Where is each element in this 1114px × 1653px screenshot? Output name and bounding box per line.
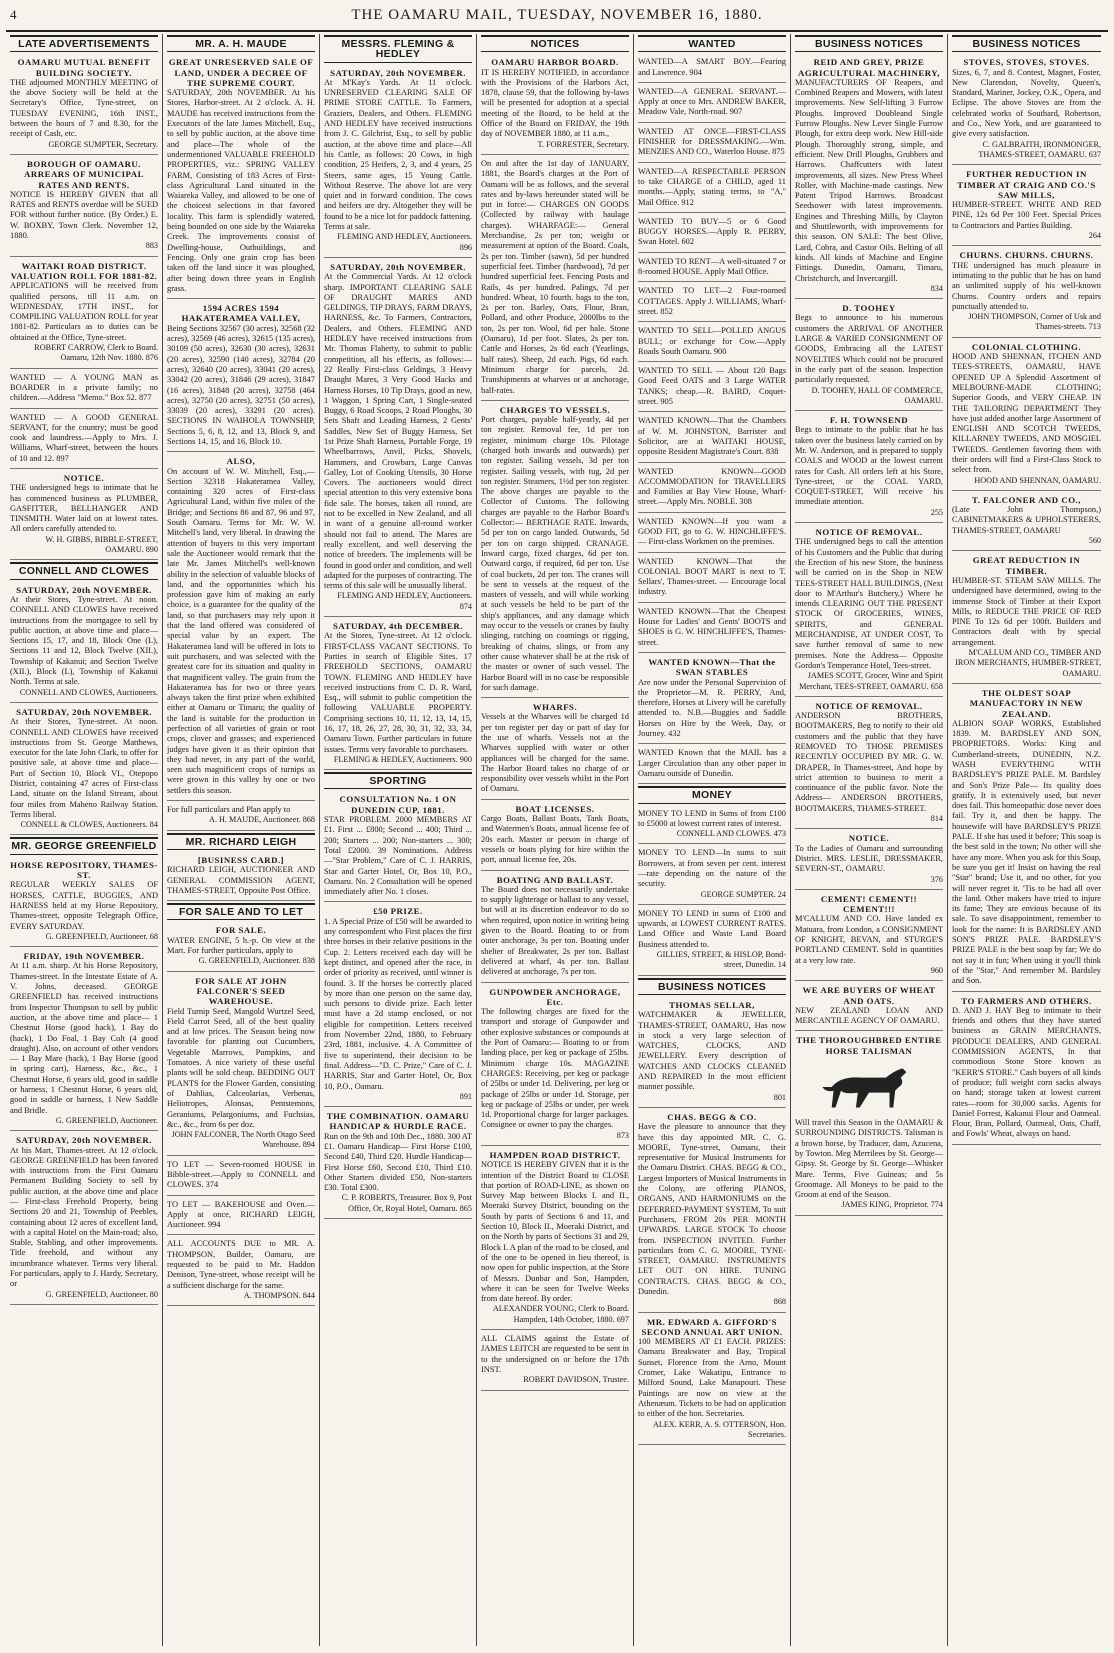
advertisement (638, 324, 786, 362)
column-heading: BUSINESS NOTICES (952, 35, 1101, 52)
ad-body: At M'Kay's Yards. At 11 o'clock. UNRESERVED CLEARING SALE OF PRIME STORE CATTLE. To Farmers, Graziers, Dealers, and Others. FLEMING AND HEDLEY have received instructions from J. C. Gilchrist, Esq., to sell by public auction, at the above time and place—All his Cattle, as follows: 20 Cows, in high condition, 25 Heifers, 2, 3, and 4 years, 25 Steers, same ages, 15 Young Cattle. Without Reserve. The above lot are very quiet and in forward condition. The cows and heifers are dry. Altogether they will be found to be a nice lot for paddock fattening. Terms at sale. (324, 77, 472, 232)
ad-title: GREAT REDUCTION IN TIMBER. (972, 555, 1081, 576)
ad-body: ALBION SOAP WORKS, Established 1839. M. BARDSLEY AND SON, PROPRIETORS. Works: King and Cumberland-streets, DUNEDIN, N.Z. WASH EVERYTHING WITH BARDSLEY'S PRIZE PALE. M. Bardsley and Son's Prize Pale— Its quality does gratify, It is extensively used, but never does fail. This homeopathic dose never does fail. Try it, and then be happy. The housewife will have BARDSLEY'S PRIZE PALE. If she has used it before; This soap is the best sold in the town; No other will she have any more. When you ask for this Soap, be sure you get it! Insist on having the real "Star" brand; Use it, and no other, for you will never regret it. 'Tis to be had all over the land. Other makers have tried to injure its fame; They are envious because of its sale. To save disappointment, remember to look for the name: It is BARDSLEY AND SON'S PRIZE PALE. BARDSLEY'S PRIZE PALE is the best soap by far; We do not say it in fun; When using it you'll think of the "Star," And remember M. Bardsley and Son. (952, 718, 1101, 986)
ad-title: FOR SALE AT JOHN FALCONER'S SEED WAREHOUSE. (195, 975, 287, 1007)
ad-body: Will travel this Season in the OAMARU & SURROUNDING DISTRICTS. Talisman is a brown horse, by Traducer, dam, Azucena, by Towton. Meg Merrilees by St. George—Gipsy. St. George by St. George—Whisker Mare. Terms, Five Guineas; and 5s Groomage. All Moneys to be paid to the Groom at end of the Season. (795, 1118, 943, 1200)
advertisement (10, 411, 158, 469)
ad-title: SATURDAY, 20th NOVEMBER. (16, 1135, 152, 1146)
advertisement (10, 858, 158, 947)
ad-title: SATURDAY, 20th NOVEMBER. (330, 261, 466, 272)
advertisement (167, 454, 315, 801)
advertisement (481, 1148, 629, 1330)
advertisement (10, 583, 158, 703)
ad-body: Are now under the Personal Supervision of the Proprietor—M. R. PERRY, And, therefore, Horses at Livery will be carefully attended to. N.B.—Buggies and Saddle Horses on Hire by the Week, Day, or Journey. 432 (638, 677, 786, 739)
ad-title: FOR SALE. (215, 925, 267, 936)
advertisement (638, 907, 786, 976)
ad-signature: W. H. GIBBS, BIBBLE-STREET, OAMARU. 890 (45, 534, 158, 555)
ad-body: WANTED — A GOOD GENERAL SERVANT, for the country; must be good cook and laundress.—Apply to Mrs. J. Williams, Wharf-street, between the hours of 10 and 12. 897 (10, 412, 158, 463)
ad-signature: 883 (145, 241, 158, 251)
ad-body: D. AND J. HAY Beg to intimate to their friends and others that they have started business as GRAIN MERCHANTS, PRODUCE DEALERS, AND GENERAL COMMISSION AGENTS, In that commodious Stone Store known as "KERR'S STORE." Cash buyers of all kinds of produce; full weight corn sacks always on hand; storage taken at lowest current rates—room for 30,000 sacks. Agents for Daniel Forrest, Kakanui Flour and Oatmeal. Flour, Bran, Pollard, Oatmeal, Oats, Chaff, and Fowls' Wheat, always on hand. (952, 1005, 1101, 1139)
advertisement (324, 619, 472, 770)
ad-body: At the Stores, Tyne-street. At 12 o'clock. FIRST-CLASS VACANT SECTIONS. To Parties in search of Eligible Sites. 17 FREEHOLD SECTIONS, OAMARU TOWN. FLEMING AND HEDLEY have received instructions from C. D. R. Ward, Esq., will submit to public competition the following VALUABLE PROPERTY. Comprising sections 10, 11, 12, 13, 14, 15, 16, 17, 18, 26, 27, 28, 30, 31, 32, 33, 34, Oamaru Town. Further particulars in future issues. Terms very favorable to purchasers. (324, 631, 472, 754)
ad-body: At their Stores, Tyne-street. At noon. CONNELL AND CLOWES have received instructions from St. George Matthews, executor for the late John Clark, to offer for positive sale, at above time and place— Part of Section 10, Block VI., Otepopo District, containing 47 acres of First-class Land, situate on the Island Stream, about four miles from Maheno Railway Station. Terms liberal. (10, 717, 158, 819)
ad-title: CHARGES TO VESSELS. (499, 404, 611, 415)
ad-body: At 11 a.m. sharp. At his Horse Repository, Thames-street. In the Intestate Estate of A. V. Johns, deceased. GEORGE GREENFIELD has received instructions from Inspector Thompson to sell by public auction, at the above time and place— 1 Chestnut Horse (good hack), 1 Bay do (hack), 1 Do Foal, 1 Bay Colt (4 good draught). Also, on account of other vendors— 1 Bay Mare (hack), 1 Bay Horse (good in spring cart), Harness, &c., &c., 1 Chestnut Horse, 6 years old, good in saddle or harness, 1 Chestnut Horse, 6 years old, good in saddle or harness, 1 New Saddle and Bridle. (10, 961, 158, 1115)
ad-body: On account of W. W. Mitchell, Esq.,— Section 32318 Hakateramea Valley, containing 320 acres of First-class Agricultural Land, within five miles of the Bridge; and Sections 86 and 87, 96 and 97, South Oamaru. Terms for Mr. W. W. Mitchell's land, very liberal. In drawing the attention of buyers to this very important sale the Auctioneer would remark that the late Mr. James Mitchell's well-known ability in the selection of valuable blocks of land, and the opportunities which his profession gave him of making an early choice, is a guarantee for the quality of the land, so that purchasers may rely upon it that the land offered was considered of special value by an expert. The Hakateramea land will be offered in lots to suit purchasers, and was selected with the greatest care for its situation and quality in that magnificent valley. The grain from the Hakateramea has for two or three years always taken the first prize when exhibited either at Oamaru or Timaru; the quality of the land is suitable for the production in perfection of all varieties of grain or root crops, clover and grasses; and experienced judges have given it as their opinion that they had never, in any part of the world, seen such magnificent crops of turnips as were grown in this valley by one or two settlers this season. (167, 466, 315, 795)
ad-title: £50 PRIZE. (373, 906, 423, 917)
ad-signature: CONNELL AND CLOWES. 473 (676, 829, 786, 839)
ad-title: NOTICE OF REMOVAL. (815, 700, 923, 711)
advertisement (638, 846, 786, 904)
advertisement (638, 125, 786, 163)
advertisement (167, 1237, 315, 1306)
advertisement (10, 371, 158, 409)
ad-title: THOMAS SELLAR, (669, 999, 755, 1010)
advertisement (481, 1332, 629, 1390)
ad-signature: 560 (1088, 536, 1101, 546)
advertisement (952, 248, 1101, 337)
advertisement (638, 746, 786, 784)
advertisement (952, 493, 1101, 551)
ad-title: BOAT LICENSES. (515, 803, 595, 814)
ad-title: WHARFS. (532, 702, 578, 713)
advertisement (10, 259, 158, 369)
masthead-rule (6, 30, 1108, 32)
ad-body: At the Commercial Yards. At 12 o'clock sharp. IMPORTANT CLEARING SALE OF DRAUGHT MARES AND GELDINGS, TIP DRAYS, FARM DRAYS, HARNESS, &c. To Farmers, Contractors, Dealers, and Others. FLEMING AND HEDLEY have received instructions from Mr. Thomas Flaherty, to submit to public competition, all his effects, as follows:— 22 Really First-class Geldings, 3 Heavy Draught Mares, 3 Very Good Hacks and Harness Horses, 10 Tip Drays, good as new, 1 Waggon, 1 Spring Cart, 1 Single-seated Buggy, 6 Road Scoops, 2 Road Ploughs, 30 Sets Shaft and Leading Harness, 2 Gents' Saddles, New Set of Buggy Harness, Set 1st Prize Shaft Harness, Portable Forge, 19 Wheelbarrows, Anvil, Picks, Shovels, Hammers, and Crowbars, Large Canvas Galley, Lot of Cooking Utensils, 30 Horse Covers. The auctioneers would direct special attention to this very extensive bona fide sale. The horses, taken all round, are not to be excelled in New Zealand, and all in want of a genuine all-round worker should not fail to attend. The Mares are really excellent, and well deserving the notice of breeders. The implements will be found in good order and condition, and well adapted for the purposes of contracting. The terms of this sale will be unusually liberal. (324, 272, 472, 591)
ad-body: MONEY TO LEND in Sums of from £100 to £5000 at lowest current rates of interest. (638, 808, 786, 828)
advertisement (481, 55, 629, 155)
ad-body: THE undersigned has much pleasure in intimating to the public that he has on hand an unlimited supply of his well-known Churns. Country orders and repairs punctually attended to. (952, 260, 1101, 311)
ad-title: SATURDAY, 4th DECEMBER. (333, 621, 463, 632)
ad-body: 100 MEMBERS AT £1 EACH. PRIZES: Oamaru Breakwater and Bay, Tropical Sunset, Florence from the Arno, Mount Cromer, Lake Wakatipu, Entrance to Milford Sound, Lake Manapouri. These Paintings are now on view at the Athenæum. Tickets to be had on application to either of the hon. Secretaries. (638, 1337, 786, 1419)
ad-body: THE undersigned begs to intimate that he has commenced business as PLUMBER, GASFITTER, BELLHANGER AND TINSMITH. Water laid on at lowest rates. All orders carefully attended to. (10, 483, 158, 534)
advertisement (638, 414, 786, 462)
ad-title: NOTICE. (848, 833, 890, 844)
ad-body: Begs to announce to his numerous customers the ARRIVAL OF ANOTHER LARGE & VARIED CONSIGNMENT OF GOODS, Embracing all the LATEST NOVELTIES Which could not be procured in the early part of the season. Inspection particularly requested. (795, 313, 943, 385)
ad-signature: GEORGE SUMPTER, Secretary. (48, 139, 158, 149)
ad-title: D. TOOHEY (842, 303, 896, 314)
advertisement (638, 655, 786, 744)
ad-body: Field Turnip Seed, Mangold Wurtzel Seed, Field Carrot Seed, all of the best quality and at low prices. The Season being now favorable for planting out Cucumbers, Vegetable Marrows, Pumpkins, and Tomatoes. A nice variety of these useful plants will be sold cheap. BEDDING OUT PLANTS for the Flower Garden, consisting of Dahlias, Calceolarias, Verbenas, Heliotropes, Alonsas, Pentstemons, Geraniums, Pelargoniums, and Fuchsias, &c., &c., from 6s per doz. (167, 1006, 315, 1129)
column-heading: MONEY (638, 786, 786, 803)
ad-body: Cargo Boats, Ballast Boats, Tank Boats, and Watermen's Boats, annual license fee of 20s each. Master or person in charge of vessels or boats plying for hire within the port, annual license fee, 20s. (481, 814, 629, 865)
ad-signature: 834 (930, 283, 943, 293)
ad-title: T. FALCONER AND CO., (972, 494, 1081, 505)
ad-body: MANUFACTURERS OF Reapers, and Combined Reapers and Mowers, with latest improvements. New Self-lifting 3 Furrow Ploughs. Improved Doubleand Single Furrow Ploughs. New Lever Single Furrow Plough, for extra deep work. New Hill-side Plough. Thoroughly strong, simple, and efficient. New Drill Ploughs, Grubbers and Harrows. Chaffcutters with latest improvements, all sizes. New Press Wheel Roller, with Machine-made castings. New Patent Tripod Harrows. Broadcast Seedsower with latest improvements. Engines and Threshing Mills, by Clayton and Shuttleworth, with improvements for this season. ON SALE: The best Olive, Lard, Cobra, and Castor Oils. Belting of all kinds. All kinds of Machine and Engine Fittings. Dunedin, Oamaru, Timaru, Christchurch, and Invercargill. (795, 77, 943, 283)
advertisement (638, 255, 786, 283)
ad-title: THE COMBINATION. OAMARU HANDICAP & HURDLE RACE. (326, 1111, 470, 1132)
ad-body: WATER ENGINE, 5 h.-p. On view at the Mart. For further particulars, apply to (167, 935, 315, 956)
advertisement (638, 555, 786, 603)
advertisement (167, 974, 315, 1156)
advertisement (167, 55, 315, 299)
ad-title: THE OLDEST SOAP MANUFACTORY IN NEW ZEALAND. (969, 687, 1084, 719)
ad-body: THE undersigned begs to call the attention of his Customers and the Public that during the Erection of his new Store, the business will be carried on in the Shop in NEW TEES-STREET HALL BUILDINGS, (Next door to M'Arthur's Butchery,) Where he intends CLEARING OUT THE PRESENT STOCK Of GROCERIES, WINES, SPIRITS, and GENERAL MERCHANDISE, AT UNDER COST, To save further removal of same to new premises. Note the Address— Opposite Gordon's Temperance Hotel, Tees-street. (795, 537, 943, 670)
column-heading: MR. RICHARD LEIGH (167, 833, 315, 850)
advertisement (481, 985, 629, 1146)
ad-body: APPLICATIONS will be received from qualified persons, till 11 a.m. on WEDNESDAY, 17TH INST., for COMPILING VALUATION ROLL for year 1881-82. Particulars as to duties can be obtained at the Office, Tyne-street. (10, 281, 158, 342)
ad-body: WANTED KNOWN—If you want a GOOD FIT, go to G. W. HINCHLIFFE'S. — First-class Workmen on the premises. (638, 516, 786, 547)
ad-body: IT IS HEREBY NOTIFIED, in accordance with the Provisions of the Harbors Act, 1878, clause 59, that the following by-laws will be presented for adoption at a special meeting of the Board, to be held at the Office of the Board on FRIDAY, the 19th day of NOVEMBER 1880, at 11 a.m., (481, 67, 629, 139)
ad-body: MONEY TO LEND in sums of £100 and upwards, at LOWEST CURRENT RATES. Land Office and Waste Land Board Business attended to. (638, 908, 786, 949)
ad-body: WANTED — A YOUNG MAN as BOARDER in a private family; no children.—Address "Memo." Box 52. 877 (10, 372, 158, 403)
ad-title: SATURDAY, 20th NOVEMBER. (16, 706, 152, 717)
ad-signature: CONNELL & CLOWES, Auctioneers. 84 (20, 820, 158, 830)
ad-body: SATURDAY, 20th NOVEMBER. At his Stores, Harbor-street. At 2 o'clock. A. H. MAUDE has received instructions from the Executors of the late James Mitchell, Esq., to sell by public auction, at the above time and place—The whole of the undermentioned VALUABLE FREEHOLD PROPERTIES, viz.: SPRING VALLEY FARM, Consisting of 183 Acres of First-class Agricultural Land situated in the Waiareka Valley, and allowed to be one of the choicest selections in that favored locality. This farm is splendidly watered, being bounded on one side by the Waiareka Creek. The improvements consist of Dwelling-house, Outbuildings, and Fencing. Only one grain crop has been taken off the land since it was ploughed, after being down three years in English grass. (167, 88, 315, 293)
column-heading: LATE ADVERTISEMENTS (10, 35, 158, 52)
ad-body: WANTED TO BUY—5 or 6 Good BUGGY HORSES.—Apply R. PERRY, Swan Hotel. 602 (638, 216, 786, 247)
ad-title: TO FARMERS AND OTHERS. (961, 995, 1092, 1006)
ad-body: WANTED KNOWN—That the Cheapest House for Ladies' and Gents' BOOTS and SHOES is G. W. HINCHLIFFE'S, Thames-street. (638, 606, 786, 647)
ad-body: The Board does not necessarily undertake to supply lighterage or ballast to any vessel, but will at its discretion endeavor to do so when required, upon notice in writing being given to the Board. Boating to or from outer anchorage, 3s per ton. Boating under shelter of Breakwater, 2s per ton. Ballast delivered at wharf, 4s per ton. Ballast delivered at anchorage, 7s per ton. (481, 884, 629, 977)
ad-body: WANTED KNOWN—That the Chambers of W. M. JOHNSTON, Barrister and Solicitor, are at WAITAKI HOUSE, opposite Resident Magistrate's Court. 838 (638, 416, 786, 457)
ad-body: HUMBER-ST. STEAM SAW MILLS. The undersigned have determined, owing to the immense Stock of Timber at their Export Mills, to REDUCE THE PRICE OF RED PINE To 12s 6d per 100ft. Builders and Contractors dealt with by special arrangement. (952, 575, 1101, 647)
column-heading: BUSINESS NOTICES (795, 35, 943, 52)
advertisement (638, 284, 786, 322)
ad-body: Sizes, 6, 7, and 8. Contest, Magnet, Foster, New Clarendon, Novelty, Queen's, Standard, Mariner, Jockey, O.K., Opera, and Eclipse. The above Stoves are from the celebrated works of Southard, Robertson, and Co., New York, and are guaranteed to give every satisfaction. (952, 67, 1101, 139)
advertisement (638, 605, 786, 653)
ad-body: ANDERSON BROTHERS, BOOTMAKERS, Beg to notify to their old customers and the public that they have REMOVED TO THOSE PREMISES RECENTLY OCCUPIED BY MR. G. W. DRAPER, In Thames-street, And hope by strict attention to business to merit a continuance of the public favor. Note the Address— ANDERSON BROTHERS, BOOTMAKERS, THAMES-STREET. (795, 711, 943, 813)
ad-body: To the Ladies of Oamaru and surrounding District. MRS. LESLIE, DRESSMAKER, SEVERN-ST., OAMARU. (795, 843, 943, 874)
ad-signature: ALEXANDER YOUNG, Clerk to Board. Hampden, 14th October, 1880. 697 (492, 1304, 629, 1324)
ad-signature: GILLIES, STREET, & HISLOP, Bond-street, Dunedin. 14 (656, 950, 786, 970)
ad-body: STAR PROBLEM. 2000 MEMBERS AT £1. First ... £800; Second ... 400; Third ... 200; Starters ... 200; Non-starters ... 300; Total £2000. 39 Nominations. Address—"Star Problem," Care of C. J. HARRIS, Star and Garter Hotel, Or, Box 10, P.O., Oamaru. No. 2 Consultation will be opened immediately after No. 1 closes. (324, 815, 472, 897)
advertisement (481, 873, 629, 983)
column-heading: NOTICES (481, 35, 629, 52)
advertisement (481, 802, 629, 871)
advertisement (481, 403, 629, 698)
page-number: 4 (10, 7, 18, 22)
ad-body: REGULAR WEEKLY SALES OF HORSES, CATTLE, BUGGIES, AND HARNESS held at my Horse Repository, Thames-street, opposite Telegraph Office, EVERY SATURDAY. (10, 880, 158, 931)
column-5 (634, 34, 791, 1646)
ad-body: THE adjourned MONTHLY MEETING of the above Society will be held at the Secretary's Office, Tyne-street, on TUESDAY EVENING, 16th INST., between the hours of 7 and 8.30, for the receipt of Cash, etc. (10, 77, 158, 139)
ad-signature: C. GALBRAITH, IRONMONGER, THAMES-STREET, OAMARU. 637 (978, 139, 1101, 159)
advertisement (638, 364, 786, 412)
column-heading: WANTED (638, 35, 786, 52)
ad-signature: 264 (1088, 231, 1101, 241)
ad-signature: ROBERT CARROW, Clerk to Board. Oamaru, 12th Nov. 1880. 876 (34, 343, 158, 363)
ad-body: TO LET — Seven-roomed HOUSE in Bibble-street.—Apply to CONNELL and CLOWES. 374 (167, 1159, 315, 1190)
ad-signature: C. P. ROBERTS, Treasurer. Box 9, Post Office, Or, Royal Hotel, Oamaru. 865 (341, 1193, 472, 1213)
advertisement (10, 471, 158, 560)
advertisement (167, 853, 315, 901)
advertisement (795, 525, 943, 697)
ad-body: RICHARD LEIGH, AUCTIONEER AND GENERAL COMMISSION AGENT, THAMES-STREET, Opposite Post Office. (167, 865, 315, 895)
ad-signature: FLEMING & HEDLEY, Auctioneers. 900 (333, 754, 472, 764)
ad-signature: G. GREENFIELD, Auctioneer. 68 (45, 931, 158, 941)
ad-title: THE THOROUGHBRED ENTIRE HORSE TALISMAN (796, 1035, 942, 1056)
ad-title: [BUSINESS CARD.] (197, 854, 285, 865)
ad-body: WANTED AT ONCE—FIRST-CLASS FINISHER for DRESSMAKING.—Wm. MENZIES AND CO., Waterloo House. 875 (638, 126, 786, 157)
ad-body: Run on the 9th and 10th Dec., 1880. 300 AT £1. Oamaru Handicap— First Horse £100, Second £40, Third £20. Hurdle Handicap— First Horse £60, Second £10, Third £10. Other Starters divided £50, Non-starters £30. Total £300. (324, 1131, 472, 1193)
column-3 (320, 34, 477, 1646)
advertisement (638, 1110, 786, 1313)
ad-title: WANTED KNOWN—That the SWAN STABLES (648, 656, 776, 678)
ad-body: WANTED TO RENT—A well-situated 7 or 8-roomed HOUSE. Apply Mail Office. (638, 256, 786, 277)
masthead-title: THE OAMARU MAIL, TUESDAY, NOVEMBER 16, 1880. (351, 7, 763, 23)
advertisement (638, 215, 786, 253)
horse-illustration (813, 1059, 925, 1115)
column-heading: CONNELL AND CLOWES (10, 562, 158, 579)
ad-title: BOATING AND BALLAST. (496, 874, 614, 885)
ad-body: NEW ZEALAND LOAN AND MERCANTILE AGENCY OF OAMARU. (795, 1005, 943, 1026)
advertisement (795, 699, 943, 830)
advertisement (952, 553, 1101, 684)
ad-title: WAITAKI ROAD DISTRICT. VALUATION ROLL FOR 1881-82. (10, 260, 158, 281)
ad-signature: JAMES KING, Proprietor. 774 (841, 1200, 943, 1210)
ad-body: WANTED—A RESPECTABLE PERSON to take CHARGE of a CHILD, aged 11 months.—Apply, stating terms, to "A," Mail Office. 912 (638, 166, 786, 207)
advertisement (10, 157, 158, 257)
column-heading: FOR SALE AND TO LET (167, 903, 315, 920)
ad-signature: 814 (930, 814, 943, 824)
ad-body: ALL ACCOUNTS DUE to MR. A. THOMPSON, Builder, Oamaru, are requested to be paid to Mr. Haddon Denison, Tyne-street, whose receipt will be a sufficient discharge for the same. (167, 1239, 315, 1290)
ad-title: SATURDAY, 20th NOVEMBER. (330, 67, 466, 78)
column-heading: MESSRS. FLEMING & HEDLEY (324, 35, 472, 63)
ad-body: On and after the 1st day of JANUARY, 1881, the Board's charges at the Port of Oamaru will be as follows, and the several rates and by-laws hereunder stated will be put in force:— CHARGES ON GOODS (Collected by railway with haulage charges). WHARFAGE:— General Merchandise, 2s per ton; weight or measurement at option of the Board. Coals, 2s per ton. Timber (sawn), 5d per hundred superficial feet. Timber (hardwood), 7d per hundred superficial feet. Fencing Posts and Rails, 4s per hundred. Palings, 7d per hundred. Wheat, 10 fourth. bags to the ton, 2s per ton. Barley, Oats, Flour, Bran, Pollard, and other Produce, 2000lbs to the ton, 2s per ton. Wool, 6d per bale. Stone (Oamaru), 1d per foot. Slates, 2s per ton. Cattle and Horses, 2s 6d each (Yearlings, half rates). Sheep, 2d each. Pigs, 6d each. Minimum charge for parcels, 2d. Transhipments at wharves or at anchorage, half-rates. (481, 158, 629, 395)
advertisement (795, 831, 943, 889)
advertisement (795, 413, 943, 523)
ad-title: MR. EDWARD A. GIFFORD'S SECOND ANNUAL ART UNION. (641, 1316, 783, 1337)
ad-title: OAMARU MUTUAL BENEFIT BUILDING SOCIETY. (17, 57, 151, 78)
ad-title: 1594 ACRES 1594 HAKATERAMEA VALLEY, (181, 303, 301, 324)
ad-title: F. H. TOWNSEND (829, 415, 909, 426)
ad-body: Being Sections 32567 (30 acres), 32568 (32 acres), 32569 (46 acres), 32615 (135 acres), 30109 (50 acres), 32630 (30 acres), 32631 (20 acres), 32590 (140 acres), 32784 (20 acres), 32640 (20 acres), 33041 (20 acres), 33042 (20 acres), 31846 (29 acres), 31847 (16 acres), 31848 (20 acres), 32758 (464 acres), 32750 (20 acres), 32751 (50 acres), 33039 (20 acres), 33291 (20 acres). SECTIONS IN WAIHOLA TOWNSHIP, Sections 5, 6, 8, 12, and 13, Block 9, and Sections 14, 15, and 16, Block 10. (167, 323, 315, 446)
ad-signature: G. GREENFIELD, Auctioneer. 838 (198, 956, 315, 966)
ad-title: FRIDAY, 19th NOVEMBER. (23, 951, 145, 962)
advertisement (952, 686, 1101, 992)
advertisement (10, 705, 158, 836)
advertisement (638, 85, 786, 123)
advertisement (167, 301, 315, 452)
advertisement (324, 66, 472, 258)
ad-signature: FLEMING AND HEDLEY, Auctioneers. 874 (337, 591, 472, 611)
column-heading: MR. A. H. MAUDE (167, 35, 315, 52)
ad-signature: ALEX. KERR, A. S. OTTERSON, Hon. Secretaries. (652, 1419, 786, 1439)
ad-signature: 960 (930, 965, 943, 975)
ad-title: CEMENT! CEMENT!! CEMENT!!! (820, 893, 918, 915)
advertisement (10, 1133, 158, 1305)
advertisement (952, 167, 1101, 246)
ad-body: At his Mart, Thames-street. At 12 o'clock. GEORGE GREENFIELD has been favored with instructions from the First Oamaru Permanent Building Society to sell by public auction, at the above time and place— First-class Freehold Property, being Sections 20 and 21, Township of Peebles, containing about 12 acres of excellent land, with a capital Hotel on the Main-road; also, Stable, Stabling, and other improvements. Title freehold, and without any incumbrance whatever. Terms very liberal. For particulars, apply to J. Hardy, Secretary, or (10, 1145, 158, 1289)
ad-body: (Late John Thompson,) CABINETMAKERS & UPHOLSTERERS, THAMES-STREET, OAMARU (952, 505, 1101, 535)
advertisement (324, 260, 472, 617)
ad-body: Have the pleasure to announce that they have this day appointed MR. C. G. MOORE, Tyne-street, Oamaru, their representative for Musical Instruments for the Oamaru District. CHAS. BEGG & CO., Largest Importers of Musical Instruments in the Colony, are offering PIANOS, ORGANS, AND HARMONIUMS on the DEFERRED-PAYMENT SYSTEM, To suit Purchasers, FROM 20s PER MONTH UPWARDS. LARGE STOCK To choose from. INSPECTION INVITED. Further particulars from C. G. MOORE, TYNE-STREET, OAMARU. INSTRUMENTS LET OUT ON HIRE. TUNING CONTRACTS. CHAS. BEGG & CO., Dunedin. (638, 1122, 787, 1296)
ad-title: CONSULTATION No. 1 ON DUNEDIN CUP, 1881. (339, 794, 457, 815)
ad-body: MONEY TO LEND—In sums to suit Borrowers, at from seven per cent. interest—rate depending on the nature of the security. (638, 848, 786, 889)
ad-signature: M'CALLUM AND CO., TIMBER AND IRON MERCHANTS, HUMBER-STREET, OAMARU. (955, 648, 1101, 678)
advertisement (324, 904, 472, 1107)
ad-signature: HOOD AND SHENNAN, OAMARU. (974, 475, 1101, 485)
advertisement (638, 515, 786, 553)
column-heading: MR. GEORGE GREENFIELD (10, 837, 158, 854)
ad-body: WANTED TO SELL—POLLED ANGUS BULL; or exchange for Cow.—Apply Roads South Oamaru. 900 (638, 326, 786, 356)
column-6 (791, 34, 948, 1646)
ad-title: SATURDAY, 20th NOVEMBER. (16, 584, 152, 595)
ad-body: WATCHMAKER & JEWELLER, THAMES-STREET, OAMARU, Has now in stock a very large selection of WATCHES, CLOCKS, AND JEWELLERY. Every description of WATCHES AND CLOCKS CLEANED AND REPAIRED In the most efficient manner possible. (638, 1010, 786, 1092)
advertisement (167, 803, 315, 831)
ad-body: M'CALLUM AND CO. Have landed ex Matuara, from London, a CONSIGNMENT OF KNIGHT, BEVAN, and STURGE'S PORTLAND CEMENT. Sold in quantities at a very low rate. (795, 914, 943, 965)
ad-title: GREAT UNRESERVED SALE OF LAND, UNDER A DECREE OF THE SUPREME COURT. (168, 57, 314, 88)
ad-body: For full particulars and Plan apply to (167, 805, 291, 815)
ad-body: WANTED—A GENERAL SERVANT.—Apply at once to Mrs. ANDREW BAKER, Meadow Vale, North-road. 907 (638, 86, 786, 117)
ad-signature: T. FORRESTER, Secretary. (537, 139, 629, 149)
advertisement (167, 1158, 315, 1196)
ad-title: BOROUGH OF OAMARU. ARREARS OF MUNICIPAL RATES AND RENTS. (24, 158, 144, 190)
advertisement (167, 1198, 315, 1236)
ad-body: WANTED TO LET—2 Four-roomed COTTAGES. Apply J. WILLIAMS, Wharf-street. 852 (638, 286, 786, 316)
ad-body: WANTED Known that the MAIL has a Larger Circulation than any other paper in Oamaru outside of Dunedin. (638, 748, 786, 778)
ad-body: Port charges, payable half-yearly, 4d per ton register. Removal fee, 1d per ton register, minimum charge 10s. Pilotage (charged both inwards and outwards) per ton register. Sailing vessels, 3d per ton register. Sailing vessels, with tug, 2d per ton register. Steamers, 1½d per ton register. The above charges are payable to the Collector of Customs. The following charges are payable to the Harbor Board's Collector:— BERTHAGE RATE. Inwards, 5d per ton on cargo landed. Outwards, 5d per ton on cargo shipped. CRANAGE. Inward cargo, fixed charges, 6d per ton. Outward cargo, if required, 6d per ton. Use of coal buckets, 2d per ton. The cranes will be sent to vessels at the request of the masters of vessels, and will while working at such vessels be held to be part of the ship's appliances, and any damage which may occur to the vessels or cranes by faulty slinging, ratching on coamings or rigging, breaking of chains, slings, or from any other cause whatever shall be at the risk of the master or owner of such vessel. The Harbor Board will in no case be responsible for such damage. (481, 415, 629, 692)
ad-body: TO LET — BAKEHOUSE and Oven.—Apply at once, RICHARD LEIGH, Auctioneer. 994 (167, 1199, 315, 1230)
ad-body: NOTICE IS HEREBY GIVEN that all RATES and RENTS overdue will be SUED FOR without further notice. (By Order.) E. W. BOXBY, Town Clerk. November 12, 1880. (10, 189, 158, 241)
ad-body: WANTED KNOWN—That the COLONIAL BOOT MART is next to T. Sellars', Thames-street. — Encourage local industry. (638, 556, 786, 597)
ad-signature: 891 (459, 1091, 472, 1101)
ad-title: HAMPDEN ROAD DISTRICT. (489, 1149, 621, 1160)
advertisement (795, 301, 943, 411)
column-7 (948, 34, 1105, 1646)
ad-signature: 255 (930, 507, 943, 517)
advertisement (638, 998, 786, 1108)
advertisement (638, 165, 786, 213)
ad-signature: GEORGE SUMPTER. 24 (700, 889, 786, 899)
column-heading: SPORTING (324, 772, 472, 789)
ad-title: REID AND GREY, PRIZE AGRICULTURAL MACHINERY, (797, 57, 941, 78)
ad-signature: ROBERT DAVIDSON, Trustee. (523, 1375, 629, 1385)
ad-title: HORSE REPOSITORY, THAMES-ST. (10, 859, 158, 881)
advertisement (952, 55, 1101, 165)
advertisement (638, 55, 786, 83)
advertisement (324, 1109, 472, 1219)
advertisement (638, 1315, 786, 1446)
ad-title: CHAS. BEGG & CO. (667, 1111, 757, 1122)
advertisement (952, 340, 1101, 491)
ad-body: Begs to intimate to the public that he has taken over the business lately carried on by Mr. W. Anderson, and is prepared to supply COALS and WOOD at the lowest current rates for Cash. All orders left at his Store, Tyne-street, or the COAL YARD, COQUET-STREET, Will receive his immediate attention. (795, 425, 943, 507)
advertisement (795, 1033, 943, 1215)
ad-title: WE ARE BUYERS OF WHEAT AND OATS. (802, 985, 936, 1006)
advertisement (638, 465, 786, 513)
ad-title: STOVES, STOVES, STOVES. (963, 57, 1090, 68)
ad-signature: JOHN FALCONER, The North Otago Seed Warehouse. 894 (171, 1130, 315, 1150)
advertisement (638, 807, 786, 845)
column-heading: BUSINESS NOTICES (638, 978, 786, 995)
advertisement (481, 700, 629, 800)
advertisement (10, 55, 158, 155)
ad-signature: 873 (616, 1130, 629, 1140)
ad-signature: JAMES SCOTT, Grocer, Wine and Spirit Merchant, TEES-STREET, OAMARU. 658 (799, 671, 943, 691)
column-1 (6, 34, 163, 1646)
ad-signature: 801 (773, 1092, 786, 1102)
ad-body: 1. A Special Prize of £50 will be awarded to any correspondent who First places the first three horses in their relative positions in the Cup. 2. Letters received each day will be kept distinct, and opened after the race, in order of priority as received, until winner is found. 3. If the horses be correctly placed by more than one person on the same day, such persons to divide prize. Each letter must have a 2d stamp enclosed, or not eligible for competition. Letters received from November 22nd, 1880, to February 23rd, 1881, inclusive. 4. A Committee of five to superintend, their decision to be final. Address—"D. C. Prize," Care of C. J. HARRIS, Star and Garter Hotel, Or, Box 10, P.O., Oamaru. (324, 916, 472, 1091)
advertisement (795, 983, 943, 1031)
ad-title: CHURNS. CHURNS. CHURNS. (959, 250, 1094, 261)
advertisement (10, 949, 158, 1131)
masthead (0, 0, 1114, 30)
advertisement (324, 792, 472, 902)
ad-title: ALSO, (226, 456, 256, 467)
ad-body: The following charges are fixed for the transport and storage of Gunpowder and other explosive substances or compounds at the Port of Oamaru:— Boating to or from landing place, per keg or package of 25lbs. Minimum charge 10s. MAGAZINE CHARGES: Receiving, per keg or package of 25lbs or under 1d. Delivering, per keg or package of 25lbs or under 1d. Storage, per keg or package of 25lbs or under, per week 1d. Proportional charge for larger packages. Consignee or owner to pay the charges. (481, 1007, 629, 1130)
advertisement (795, 55, 943, 299)
ad-signature: D. TOOHEY, HALL OF COMMERCE, OAMARU. (811, 385, 943, 405)
ad-body: WANTED TO SELL — About 120 Bags Good Feed OATS and 3 Large WATER TANKS; cheap.—R. BAIRD, Coquet-street. 905 (638, 366, 786, 407)
ad-signature: A. H. MAUDE, Auctioneer. 868 (209, 815, 315, 825)
ad-signature: G. GREENFIELD, Auctioneer. (55, 1115, 158, 1125)
ad-signature: FLEMING AND HEDLEY, Auctioneers. 896 (337, 232, 472, 252)
ad-signature: G. GREENFIELD, Auctioneer. 80 (45, 1289, 158, 1299)
ad-body: NOTICE IS HEREBY GIVEN that it is the intention of the District Board to CLOSE that portion of ROAD-LINE, as shown on Survey Map between Blocks I. and II., Moeraki Survey District, bounding on the South by parts of Sections 6 and 11, and Section 10, Block II., Moeraki District, and on the North by parts of Sections 31 and 29, Block I. A plan of the road to be closed, and of the one to be opened in lieu thereof, is now open for public inspection, at the Store of Messrs. Dunbar and Son, Hampden, where it can be seen for Twelve Weeks from date hereof. By order. (481, 1160, 629, 1304)
advertisement (952, 994, 1101, 1145)
ad-signature: CONNELL AND CLOWES, Auctioneers. (19, 687, 158, 697)
ad-title: NOTICE. (63, 472, 105, 483)
newspaper-columns (6, 34, 1108, 1646)
ad-body: WANTED—A SMART BOY.—Fearing and Lawrence. 904 (638, 57, 786, 77)
column-4 (477, 34, 634, 1646)
ad-body: At their Stores, Tyne-street. At noon. CONNELL AND CLOWES have received instructions from the mortgagee to sell by public auction, at above time and place— Sections 15, 17, and 18, Block One (L), Sections 11 and 12, Block Twelve (XII.), Township of Kakanui; and Section Twelve (XII.), Block (L), Township of Kakanui North. Terms at sale. (10, 594, 158, 687)
ad-body: WANTED KNOWN—GOOD ACCOMMODATION for TRAVELLERS and Families at Bay View House, Wharf-street.—Apply Mrs. NOBLE. 308 (638, 466, 786, 507)
ad-signature: 868 (773, 1297, 786, 1307)
ad-signature: 376 (930, 874, 943, 884)
ad-title: NOTICE OF REMOVAL. (815, 527, 923, 538)
advertisement (167, 923, 315, 971)
ad-title: GUNPOWDER ANCHORAGE, Etc. (489, 986, 621, 1007)
ad-signature: JOHN THOMPSON, Corner of Usk and Thames-streets. 713 (968, 312, 1101, 332)
advertisement (795, 892, 943, 981)
column-2 (163, 34, 320, 1646)
ad-body: Vessels at the Wharves will be charged 1d per ton register per day or part of day for the use of wharfs. Vessels not at the Wharves supplied with water or other appliances will be charged for the same. The Harbor Board takes no charge of or responsibility over vessels whilst in the Port of Oamaru. (481, 712, 629, 794)
ad-body: HOOD AND SHENNAN, ITCHEN AND TEES-STREETS, OAMARU, HAVE OPENED UP A Splendid Assortment of MELBOURNE-MADE CLOTHING; Superior Goods, and VERY CHEAP. IN THE TAILORING DEPARTMENT They have just added another large Assortment of ENGLISH AND SCOTCH TWEEDS, KILLARNEY TWEEDS, AND MOSGIEL TWEEDS. Gentlemen favoring them with their orders will find a First-Class Stock to select from. (952, 352, 1101, 475)
ad-title: OAMARU HARBOR BOARD. (491, 57, 619, 68)
ad-title: FURTHER REDUCTION IN TIMBER AT CRAIG AND CO.'S SAW MILLS, (957, 169, 1096, 200)
ad-body: HUMBER-STREET. WHITE AND RED PINE, 12s 6d Per 100 Feet. Special Prices to Contractors and Parties Building. (952, 200, 1101, 230)
ad-title: COLONIAL CLOTHING. (971, 341, 1082, 352)
advertisement (481, 157, 629, 401)
ad-body: ALL CLAIMS against the Estate of JAMES LEITCH are requested to be sent in to the undersigned on or before the 17th INST. (481, 1334, 629, 1374)
ad-signature: A. THOMPSON. 844 (243, 1290, 315, 1300)
